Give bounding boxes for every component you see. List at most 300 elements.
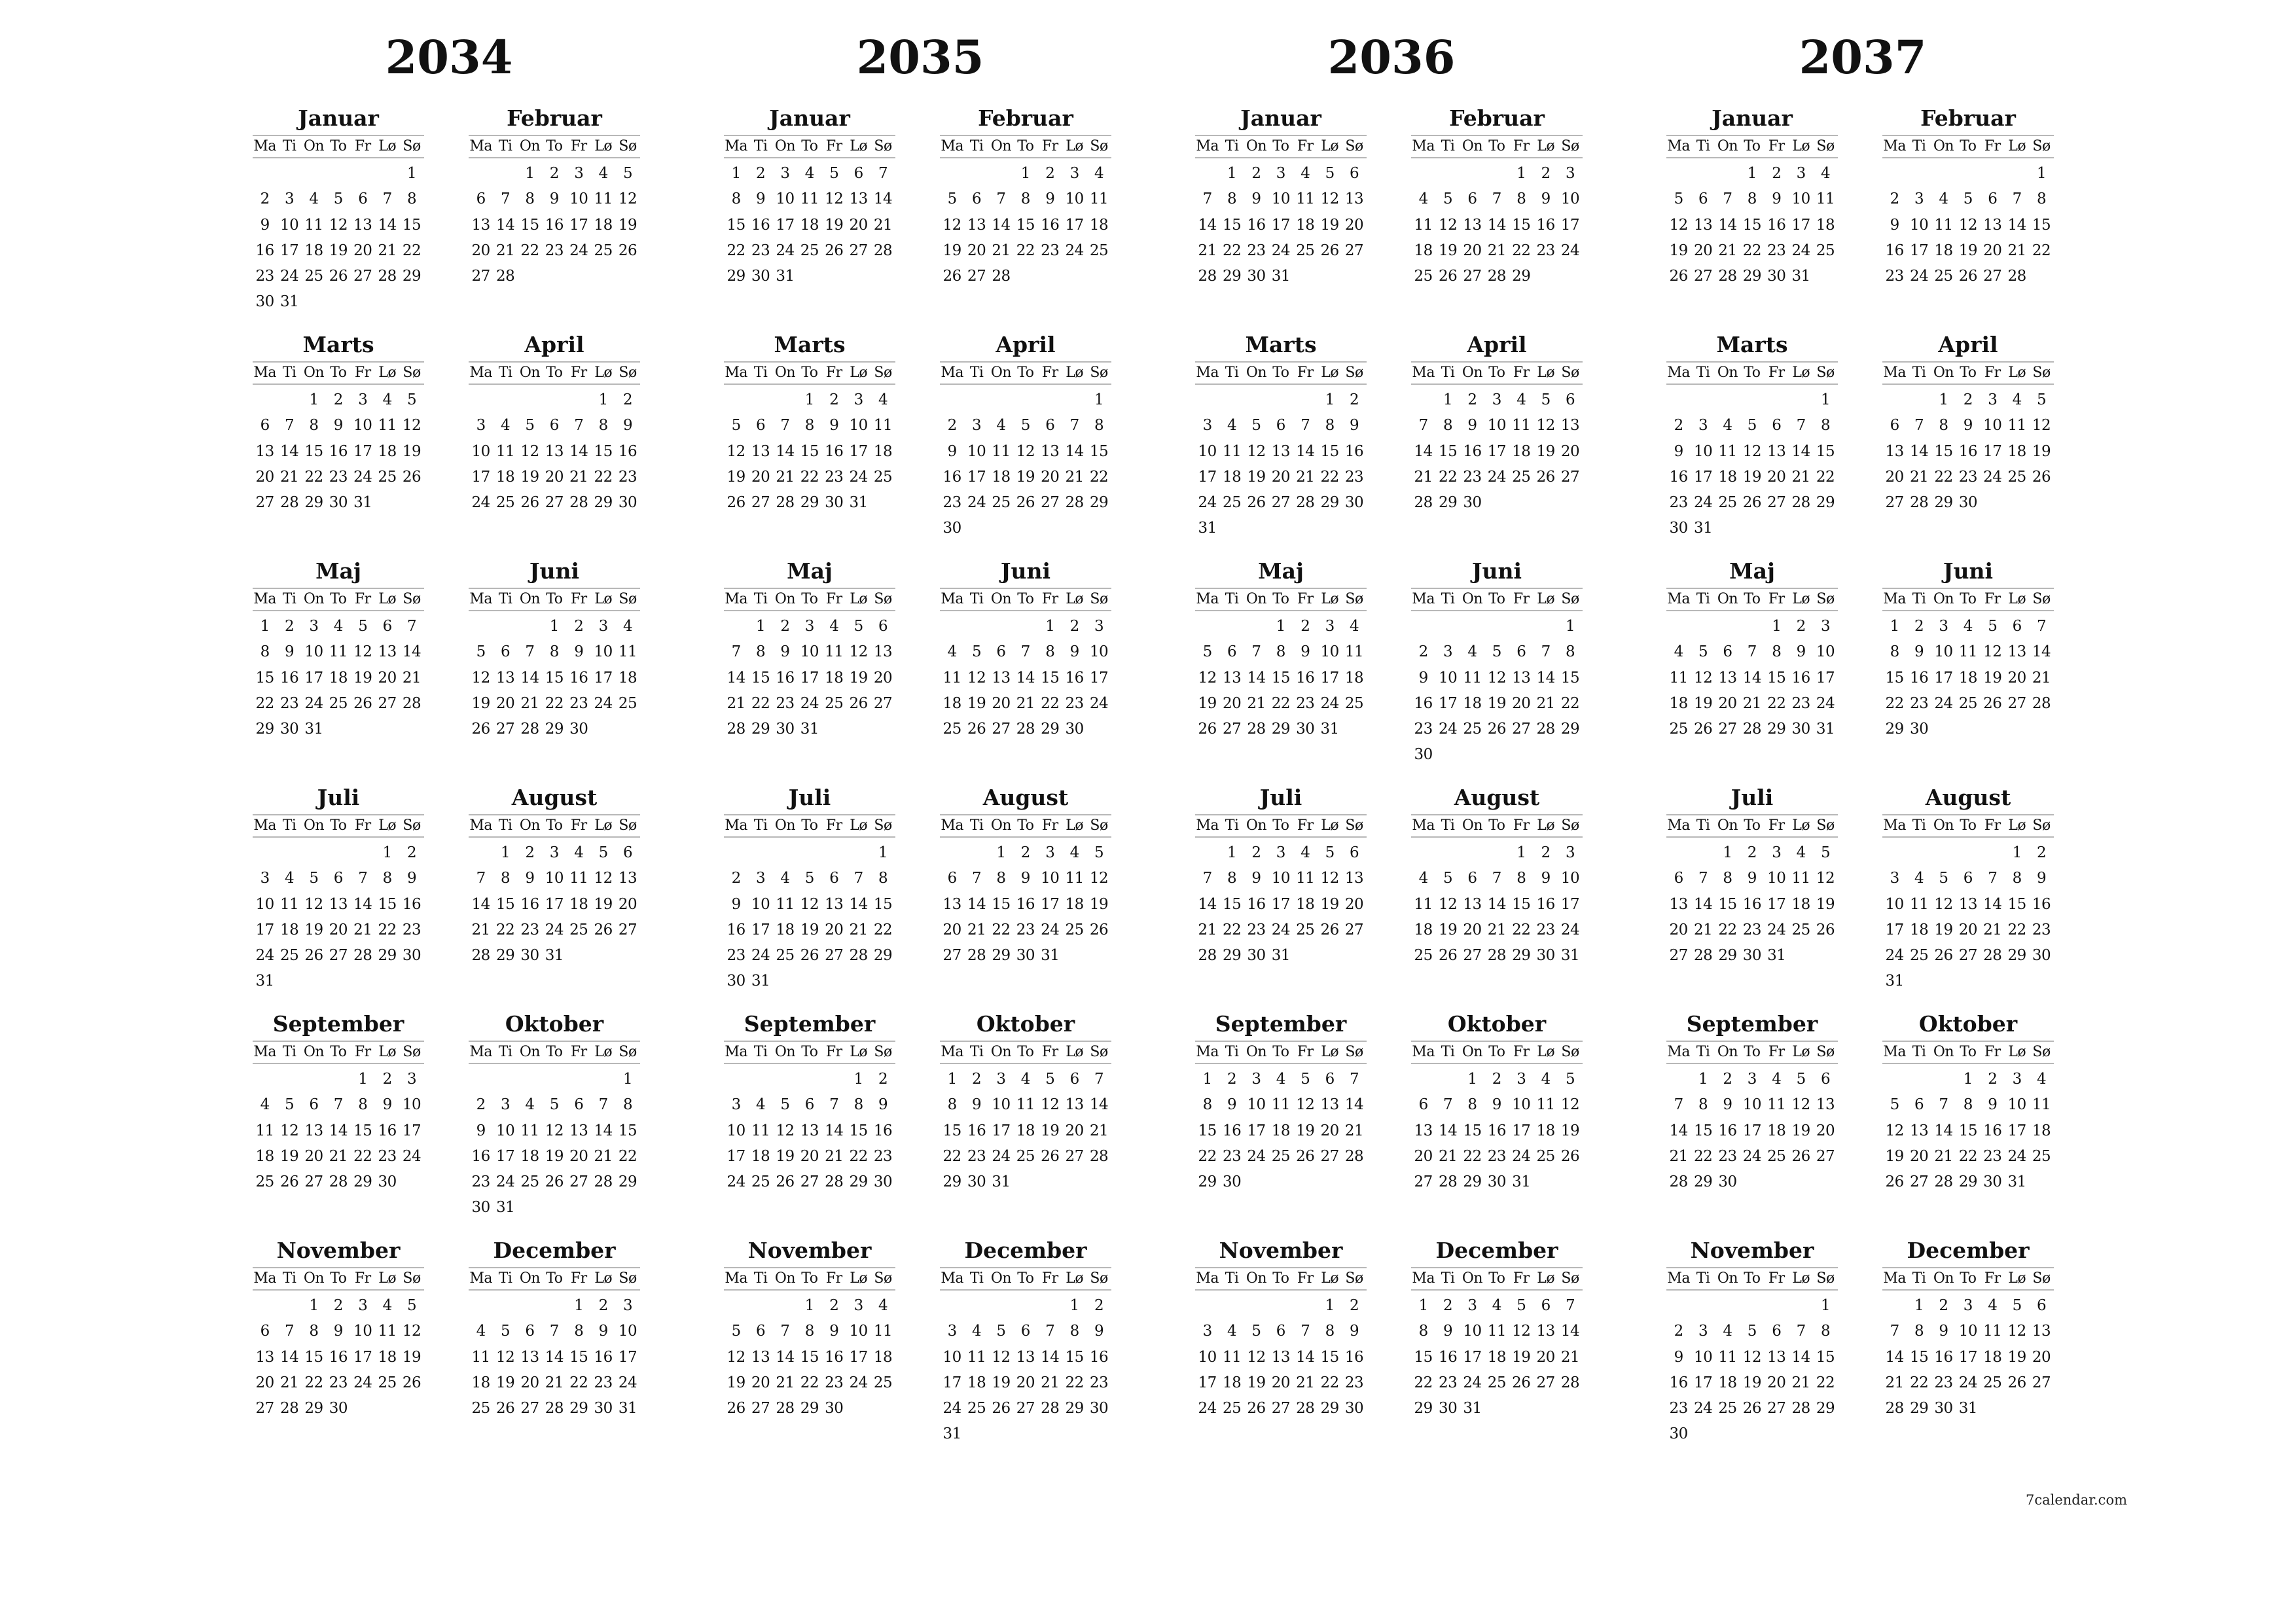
day-cell: 26 — [849, 694, 868, 712]
day-cell: 26 — [825, 241, 844, 259]
day-cell: 27 — [353, 268, 372, 285]
day-cell: 6 — [1325, 1071, 1335, 1088]
day-cell: 10 — [1198, 1348, 1217, 1366]
weekday-label: Sø — [1345, 1044, 1363, 1060]
day-cell: 20 — [304, 1147, 323, 1165]
empty-cell — [846, 840, 870, 866]
day-cell: 26 — [618, 241, 637, 259]
day-cell: 14 — [992, 216, 1011, 234]
empty-cell — [1411, 1067, 1435, 1092]
day-cell: 24 — [1320, 694, 1339, 712]
day-cell: 1 — [756, 618, 766, 635]
day-cell: 21 — [1296, 468, 1315, 486]
day-cell: 7 — [574, 417, 584, 435]
month-title: Februar — [1920, 105, 2016, 131]
day-cell: 3 — [1045, 844, 1055, 861]
day-cell: 29 — [1816, 1400, 1835, 1418]
empty-cell — [351, 840, 375, 866]
day-cell: 15 — [1271, 669, 1290, 687]
day-cell: 15 — [1065, 1348, 1084, 1366]
month-title: September — [272, 1011, 404, 1037]
day-cell: 29 — [800, 1400, 819, 1418]
day-cell: 14 — [545, 1348, 564, 1366]
day-cell: 13 — [1885, 442, 1904, 460]
day-cell: 2 — [260, 190, 270, 208]
day-cell: 30 — [776, 721, 795, 738]
weekday-label: Ti — [1696, 365, 1710, 381]
day-cell: 1 — [878, 844, 888, 861]
day-cell: 23 — [1247, 241, 1266, 259]
day-cell: 21 — [1247, 694, 1266, 712]
day-cell: 31 — [545, 947, 564, 965]
weekday-label: Ma — [941, 591, 964, 607]
day-cell: 11 — [378, 1323, 397, 1340]
weekday-label: Fr — [1513, 365, 1530, 381]
day-cell: 16 — [1742, 895, 1761, 913]
day-cell: 15 — [1560, 669, 1580, 687]
day-cell: 9 — [1939, 1323, 1948, 1340]
day-cell: 27 — [255, 494, 274, 512]
day-cell: 14 — [2007, 216, 2026, 234]
empty-cell — [1765, 1293, 1789, 1319]
weekday-label: Ti — [1441, 817, 1455, 834]
day-cell: 6 — [549, 417, 559, 435]
month-september — [724, 1009, 895, 1195]
day-cell: 4 — [878, 1297, 888, 1314]
weekday-label: Ti — [282, 365, 296, 381]
day-cell: 18 — [1669, 694, 1688, 712]
day-cell: 24 — [1958, 1374, 1977, 1391]
month-april — [1411, 330, 1583, 516]
day-cell: 24 — [1816, 694, 1835, 712]
day-cell: 11 — [1089, 190, 1109, 208]
weekday-label: Ma — [469, 138, 493, 154]
day-grid — [1411, 838, 1583, 969]
day-cell: 20 — [1983, 241, 2002, 259]
weekday-label: On — [303, 365, 325, 381]
day-cell: 6 — [1467, 190, 1477, 208]
weekday-label: Fr — [1297, 138, 1314, 154]
day-cell: 29 — [402, 268, 422, 285]
day-cell: 11 — [1512, 417, 1531, 435]
day-cell: 2 — [1349, 391, 1359, 408]
day-cell: 8 — [1698, 1096, 1708, 1114]
empty-cell — [748, 1067, 772, 1092]
day-cell: 20 — [1271, 1374, 1290, 1391]
month-januar — [1666, 103, 1838, 289]
day-cell: 17 — [1271, 216, 1290, 234]
day-cell: 1 — [1516, 165, 1526, 182]
weekday-label: To — [1960, 138, 1977, 154]
day-cell: 28 — [1247, 721, 1266, 738]
day-cell: 6 — [804, 1096, 814, 1114]
day-cell: 16 — [1041, 216, 1060, 234]
day-cell: 25 — [1414, 268, 1433, 285]
day-cell: 24 — [942, 1400, 961, 1418]
day-cell: 11 — [873, 417, 893, 435]
day-cell: 1 — [525, 165, 535, 182]
day-cell: 13 — [495, 669, 515, 687]
day-cell: 19 — [1560, 1122, 1580, 1139]
empty-cell — [1013, 387, 1037, 413]
day-cell: 11 — [800, 190, 819, 208]
day-cell: 6 — [972, 190, 982, 208]
weekday-label: Fr — [825, 138, 842, 154]
weekday-label: Fr — [1297, 1044, 1314, 1060]
day-cell: 24 — [1198, 494, 1217, 512]
day-grid — [1882, 385, 2054, 516]
day-cell: 29 — [569, 1400, 588, 1418]
day-cell: 12 — [967, 669, 986, 687]
day-cell: 4 — [525, 1096, 535, 1114]
weekday-label: On — [1933, 365, 1954, 381]
day-cell: 29 — [1065, 1400, 1084, 1418]
day-cell: 17 — [1271, 895, 1290, 913]
day-cell: 2 — [1723, 1071, 1732, 1088]
day-cell: 15 — [800, 1348, 819, 1366]
weekday-label: To — [1960, 591, 1977, 607]
day-cell: 17 — [776, 216, 795, 234]
day-cell: 13 — [992, 669, 1011, 687]
month-title: Juni — [529, 558, 580, 584]
day-cell: 15 — [1222, 895, 1242, 913]
day-cell: 18 — [825, 669, 844, 687]
day-cell: 3 — [1963, 1297, 1973, 1314]
day-cell: 26 — [1816, 921, 1835, 938]
weekday-label: To — [801, 1270, 818, 1287]
day-cell: 19 — [1791, 1122, 1810, 1139]
weekday-label: Lø — [1321, 365, 1339, 381]
month-title: Januar — [769, 105, 850, 131]
weekday-header — [253, 1041, 424, 1064]
day-cell: 11 — [378, 417, 397, 435]
day-cell: 6 — [829, 870, 839, 887]
empty-cell — [1931, 161, 1956, 187]
day-cell: 7 — [358, 870, 368, 887]
day-cell: 15 — [992, 895, 1011, 913]
day-cell: 23 — [825, 1374, 844, 1391]
day-cell: 20 — [1816, 1122, 1835, 1139]
day-grid — [469, 838, 640, 969]
day-cell: 3 — [1202, 1323, 1212, 1340]
day-cell: 5 — [358, 618, 368, 635]
day-cell: 30 — [618, 494, 637, 512]
weekday-label: Ma — [1883, 1044, 1907, 1060]
day-cell: 23 — [279, 694, 299, 712]
day-cell: 12 — [800, 895, 819, 913]
month-title: Marts — [1716, 332, 1788, 357]
weekday-label: Fr — [354, 365, 371, 381]
day-cell: 6 — [1914, 1096, 1924, 1114]
day-cell: 19 — [1742, 468, 1761, 486]
empty-cell — [1484, 840, 1509, 866]
day-cell: 22 — [1742, 241, 1761, 259]
day-cell: 8 — [853, 1096, 863, 1114]
day-cell: 23 — [1344, 468, 1364, 486]
day-cell: 23 — [402, 921, 422, 938]
day-cell: 5 — [1020, 417, 1030, 435]
day-cell: 8 — [1418, 1323, 1428, 1340]
day-cell: 25 — [1344, 694, 1364, 712]
weekday-label: Fr — [1513, 1270, 1530, 1287]
weekday-label: To — [1017, 817, 1034, 834]
empty-cell — [277, 840, 301, 866]
day-cell: 3 — [1914, 190, 1924, 208]
day-cell: 8 — [1443, 417, 1453, 435]
month-marts — [253, 330, 424, 516]
day-cell: 14 — [1487, 216, 1506, 234]
weekday-label: To — [1488, 365, 1505, 381]
day-cell: 13 — [1693, 216, 1713, 234]
day-cell: 29 — [1041, 721, 1060, 738]
day-cell: 21 — [776, 468, 795, 486]
weekday-label: Lø — [1066, 1044, 1084, 1060]
day-cell: 17 — [2007, 1122, 2026, 1139]
month-title: September — [1686, 1011, 1818, 1037]
day-cell: 7 — [1914, 417, 1924, 435]
weekday-label: Ma — [1883, 1270, 1907, 1287]
day-cell: 24 — [545, 921, 564, 938]
day-cell: 27 — [992, 721, 1011, 738]
day-cell: 24 — [751, 947, 770, 965]
day-cell: 11 — [329, 643, 348, 661]
day-cell: 3 — [996, 1071, 1006, 1088]
day-cell: 20 — [1767, 1374, 1786, 1391]
day-cell: 25 — [800, 241, 819, 259]
day-cell: 25 — [1983, 1374, 2002, 1391]
weekday-label: Lø — [594, 591, 613, 607]
day-cell: 9 — [1541, 870, 1551, 887]
day-cell: 15 — [1742, 216, 1761, 234]
empty-cell — [277, 1067, 301, 1092]
weekday-header — [724, 135, 895, 158]
weekday-label: Sø — [1090, 817, 1108, 834]
day-cell: 10 — [849, 417, 868, 435]
day-cell: 8 — [1020, 190, 1030, 208]
weekday-label: Lø — [850, 817, 868, 834]
month-title: Oktober — [1918, 1011, 2018, 1037]
empty-cell — [1013, 1293, 1037, 1319]
day-cell: 12 — [1016, 442, 1035, 460]
year-title: 2034 — [385, 30, 513, 84]
month-title: Januar — [298, 105, 379, 131]
weekday-label: Ma — [1412, 1270, 1435, 1287]
weekday-label: Sø — [874, 1044, 892, 1060]
day-cell: 16 — [1344, 1348, 1364, 1366]
day-cell: 16 — [1414, 694, 1433, 712]
empty-cell — [1244, 1293, 1268, 1319]
weekday-label: Sø — [403, 591, 421, 607]
day-cell: 18 — [594, 216, 613, 234]
day-grid — [253, 385, 424, 516]
day-cell: 9 — [1467, 417, 1477, 435]
day-cell: 30 — [825, 494, 844, 512]
day-cell: 30 — [825, 1400, 844, 1418]
day-cell: 1 — [1276, 618, 1285, 635]
day-cell: 20 — [255, 1374, 274, 1391]
day-cell: 5 — [1516, 1297, 1526, 1314]
day-cell: 24 — [967, 494, 986, 512]
day-cell: 26 — [545, 1173, 564, 1191]
weekday-label: Ti — [969, 817, 984, 834]
day-cell: 17 — [1320, 669, 1339, 687]
empty-cell — [1715, 1293, 1740, 1319]
day-grid — [724, 385, 895, 516]
day-cell: 15 — [726, 216, 745, 234]
day-cell: 9 — [731, 895, 741, 913]
day-cell: 18 — [1414, 921, 1433, 938]
day-cell: 10 — [992, 1096, 1011, 1114]
day-cell: 18 — [873, 1348, 893, 1366]
day-cell: 11 — [594, 190, 613, 208]
day-cell: 13 — [1414, 1122, 1433, 1139]
day-cell: 15 — [353, 1122, 372, 1139]
day-cell: 15 — [520, 216, 539, 234]
day-cell: 22 — [1041, 694, 1060, 712]
day-cell: 18 — [1512, 442, 1531, 460]
weekday-label: Sø — [403, 817, 421, 834]
day-grid — [1666, 838, 1838, 969]
day-cell: 14 — [825, 1122, 844, 1139]
weekday-label: Sø — [1816, 1270, 1835, 1287]
day-cell: 15 — [1414, 1348, 1433, 1366]
day-cell: 11 — [1536, 1096, 1555, 1114]
day-cell: 13 — [1958, 895, 1977, 913]
day-cell: 8 — [622, 1096, 633, 1114]
day-cell: 11 — [1718, 442, 1737, 460]
day-cell: 4 — [1069, 844, 1079, 861]
weekday-label: Ti — [1696, 138, 1710, 154]
weekday-label: Sø — [619, 365, 637, 381]
day-cell: 9 — [1349, 1323, 1359, 1340]
month-title: Maj — [787, 558, 833, 584]
day-cell: 23 — [569, 694, 588, 712]
day-cell: 23 — [1536, 241, 1555, 259]
day-cell: 3 — [476, 417, 486, 435]
day-cell: 2 — [549, 165, 559, 182]
day-cell: 29 — [1718, 947, 1737, 965]
day-cell: 1 — [804, 391, 814, 408]
day-cell: 19 — [967, 694, 986, 712]
day-cell: 7 — [1300, 1323, 1310, 1340]
day-cell: 7 — [1300, 417, 1310, 435]
day-cell: 9 — [1418, 669, 1428, 687]
day-cell: 12 — [495, 1348, 515, 1366]
day-cell: 6 — [1516, 643, 1526, 661]
day-cell: 7 — [829, 1096, 839, 1114]
day-cell: 22 — [1438, 468, 1458, 486]
day-cell: 23 — [1487, 1147, 1506, 1165]
day-cell: 23 — [1669, 1400, 1688, 1418]
day-cell: 17 — [1816, 669, 1835, 687]
empty-cell — [277, 1293, 301, 1319]
day-cell: 2 — [333, 391, 343, 408]
weekday-label: Fr — [1984, 817, 2001, 834]
day-cell: 8 — [804, 417, 814, 435]
day-cell: 12 — [1742, 442, 1761, 460]
day-cell: 5 — [1325, 844, 1335, 861]
day-cell: 20 — [825, 921, 844, 938]
weekday-label: Lø — [1066, 817, 1084, 834]
weekday-label: Sø — [874, 1270, 892, 1287]
day-cell: 6 — [1772, 1323, 1782, 1340]
day-cell: 21 — [726, 694, 745, 712]
day-cell: 28 — [1198, 947, 1217, 965]
day-cell: 4 — [1723, 1323, 1732, 1340]
day-cell: 28 — [279, 494, 299, 512]
day-cell: 29 — [1512, 268, 1531, 285]
day-cell: 16 — [329, 1348, 348, 1366]
day-cell: 19 — [800, 921, 819, 938]
day-cell: 14 — [1791, 442, 1810, 460]
weekday-label: Fr — [825, 1044, 842, 1060]
day-cell: 11 — [1816, 190, 1835, 208]
day-grid — [1195, 1291, 1367, 1421]
day-cell: 23 — [2032, 921, 2051, 938]
weekday-label: On — [990, 138, 1012, 154]
day-cell: 3 — [1492, 391, 1501, 408]
day-cell: 17 — [992, 1122, 1011, 1139]
month-oktober — [1882, 1009, 2054, 1195]
day-cell: 25 — [751, 1173, 770, 1191]
empty-cell — [724, 840, 748, 866]
empty-cell — [326, 840, 350, 866]
day-cell: 3 — [574, 165, 584, 182]
day-cell: 18 — [1065, 895, 1084, 913]
month-marts — [724, 330, 895, 516]
day-cell: 18 — [1983, 1348, 2002, 1366]
day-cell: 28 — [1885, 1400, 1904, 1418]
day-cell: 19 — [1512, 1348, 1531, 1366]
weekday-label: On — [774, 591, 796, 607]
day-cell: 17 — [800, 669, 819, 687]
day-cell: 27 — [1767, 1400, 1786, 1418]
day-cell: 9 — [1094, 1323, 1104, 1340]
day-cell: 31 — [849, 494, 868, 512]
day-cell: 29 — [545, 721, 564, 738]
day-cell: 5 — [1094, 844, 1104, 861]
weekday-label: Sø — [874, 138, 892, 154]
day-cell: 18 — [378, 1348, 397, 1366]
weekday-label: Lø — [1066, 365, 1084, 381]
day-cell: 9 — [1349, 417, 1359, 435]
day-cell: 6 — [1020, 1323, 1030, 1340]
day-cell: 26 — [1791, 1147, 1810, 1165]
weekday-header — [1666, 361, 1838, 385]
day-cell: 24 — [471, 494, 490, 512]
day-cell: 28 — [1487, 947, 1506, 965]
day-cell: 27 — [1718, 721, 1737, 738]
day-cell: 30 — [1016, 947, 1035, 965]
day-cell: 27 — [1414, 1173, 1433, 1191]
day-cell: 7 — [2012, 190, 2022, 208]
day-cell: 26 — [1438, 268, 1458, 285]
day-cell: 30 — [1718, 1173, 1737, 1191]
weekday-label: Lø — [850, 138, 868, 154]
day-cell: 13 — [1222, 669, 1242, 687]
day-cell: 12 — [1438, 895, 1458, 913]
day-cell: 15 — [1222, 216, 1242, 234]
weekday-label: To — [1017, 1044, 1034, 1060]
day-cell: 3 — [2012, 1071, 2022, 1088]
weekday-label: Ti — [1225, 1044, 1239, 1060]
day-cell: 30 — [569, 721, 588, 738]
weekday-label: Lø — [1066, 1270, 1084, 1287]
day-cell: 22 — [545, 694, 564, 712]
month-juni — [1882, 556, 2054, 742]
empty-cell — [591, 1067, 615, 1092]
day-grid — [469, 1064, 640, 1221]
